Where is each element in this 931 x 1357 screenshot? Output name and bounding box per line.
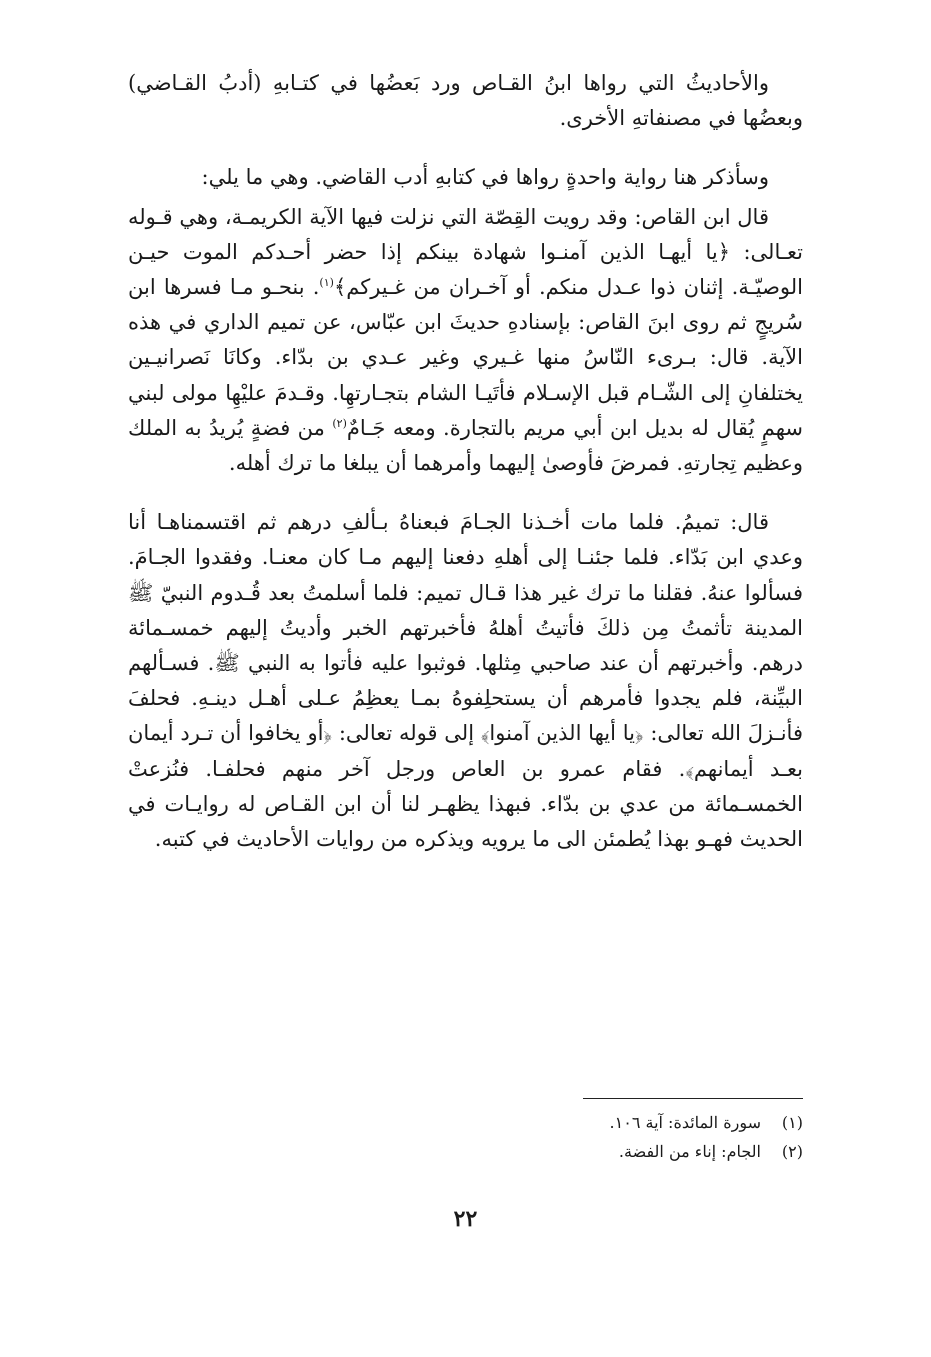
page-number: ٢٢ xyxy=(453,1206,478,1232)
footnote-ref-2: (٢) xyxy=(332,416,347,430)
paragraph-3-text: قال ابن القاص: وقد رويت القِصّة التي نزلت فيها الآية الكريمـة، وهي قـوله تعـالى: ﴿يا أيهـا الذين آمنـوا شهادة بينكم إذا حضر أحـدكم الموت حيـن الوصيّـة. إثنان ذوا عـدل منكم. أو آخـران من غـيركم﴾ xyxy=(128,204,803,300)
footnote-1 xyxy=(128,1108,803,1137)
paragraph-1: والأحاديثُ التي رواها ابنُ القـاص ورد بَعضُها في كتـابهِ (أدبُ القـاضي) وبعضُها في مصنفاتهِ الأخرى. xyxy=(128,71,803,131)
paragraph-2: وسأذكر هنا رواية واحدةٍ رواها في كتابهِ أدب القاضي. وهي ما يلي: xyxy=(201,165,769,190)
footnote-ref-1: (١) xyxy=(319,276,334,290)
footnote-divider xyxy=(583,1098,803,1099)
paragraph-4: قال: تميمُ. فلما مات أخـذنا الجـامَ فبعناهُ بـألفِ درهم ثم اقتسمناهـا أنا وعدي ابن بَدّاء. فلما جئنـا إلى أهلهِ دفعنا إليهم مـا كان معنـا. وفقدوا الجـامَ. فسألوا عنهُ. فقلنا ما ترك غير هذا قـال تميم: فلما أسلمتُ بعد قُـدوم النبيّ ﷺ المدينة تأثمتُ مِن ذلكَ فأتيتُ أهلهُ فأخبرتهم الخبر وأديتُ إليهم خمسـمائة درهم. وأخبرتهم أن عند صاحبي مِثلها. فوثبوا عليه فأتوا به النبي ﷺ. فسـألهم البيِّنة، فلم يجدوا فأمرهم أن يستحلِفوهُ بمـا يعظِمُ عـلى أهـل دينـهِ. فحلفَ فأنـزلَ الله تعالى: ﴿يا أيها الذين آمنوا﴾ إلى قوله تعالى: ﴿أو يخافوا أن تـرد أيمان بعـد أيمانهم﴾. فقام عمرو بن العاص ورجل آخر منهم فحلفـا. فنُزعتْ الخمسـمائة من عدي بن بدّاء. فبهذا يظهـر لنا أن ابن القـاص له روايـات في الحديث فهـو بهذا يُطمئن الى ما يرويه ويذكره من روايات الأحاديث في كتبه. xyxy=(128,510,804,852)
footnote-2 xyxy=(128,1137,803,1166)
footnote-text: سورة المائدة: آية ١٠٦. xyxy=(609,1113,761,1132)
paragraph-3-text-cont: . بنحـو مـا فسرها ابن سُريجٍ ثم روى ابنَ القاص: بإسنادهِ حديثَ ابن عبّاس، عن تميم الداري في هذه الآية. قال: بـرىء النّاسُ منها غـيري وغير عـدي بن بدّاء. وكانَا نَصرانيـين يختلفانِ إلى الشّـام قبل الإسـلام فأتَيـا الشام بتجـارتهِا. وقـدمَ عليْهِا مولى لبني سهمٍ يُقال له بديل ابن أبي مريم بالتجارة. ومعه جَـامٌ xyxy=(128,275,804,440)
body-text xyxy=(128,66,803,857)
footnote-number: (٢) xyxy=(781,1142,803,1161)
footnotes xyxy=(128,1108,803,1166)
paragraph-3 xyxy=(128,200,803,482)
footnote-number: (١) xyxy=(781,1113,803,1132)
footnote-text: الجام: إناء من الفضة. xyxy=(618,1142,761,1161)
paragraph-3-text-tail: من فضةٍ يُريدُ به الملك وعظيم تِجارتهِ. فمرضَ فأوصىٰ إليهما وأمرهما أن يبلغا ما ترك أهله. xyxy=(128,415,803,476)
